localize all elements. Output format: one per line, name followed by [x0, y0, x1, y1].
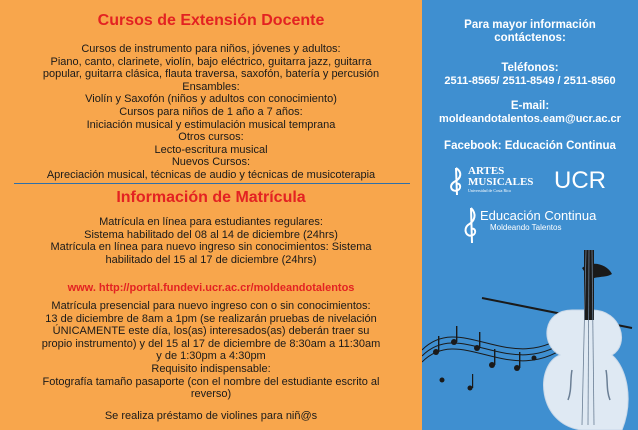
edu-title: Educación Continua — [480, 208, 597, 223]
courses-line: Apreciación musical, técnicas de audio y técnicas de musicoterapia — [46, 168, 376, 181]
enrollment-line: propio instrumento) y del 15 al 17 de diciembre de 8:30am a 11:30am — [41, 337, 381, 350]
musicales-label: MUSICALES — [468, 176, 534, 188]
enrollment-line: Matrícula en línea para estudiantes regulares: — [99, 216, 323, 228]
facebook-link[interactable]: Facebook: Educación Continua — [444, 140, 616, 152]
clef-icon — [462, 206, 480, 244]
phones-label: Teléfonos: — [501, 62, 559, 74]
artes-label: ARTES — [468, 165, 505, 177]
cello-illustration — [422, 250, 638, 430]
phone-numbers: 2511-8565/ 2511-8549 / 2511-8560 — [444, 75, 616, 87]
courses-line: popular, guitarra clásica, flauta traversa, saxofón, batería y percusión — [42, 68, 380, 81]
ucr-label: UCR — [554, 167, 606, 194]
enrollment-line: Matrícula en línea para nuevo ingreso sin conocimientos: Sistema — [50, 241, 372, 254]
courses-line: Piano, canto, clarinete, violín, bajo eléctrico, guitarra jazz, guitarra — [50, 55, 372, 68]
courses-line: Cursos para niños de 1 año a 7 años: — [119, 105, 303, 118]
enrollment-line: reverso) — [190, 388, 232, 401]
treble-clef-icon — [446, 166, 468, 196]
artes-musicales-logo — [446, 166, 546, 196]
email-label: E-mail: — [510, 100, 550, 112]
courses-line: Cursos de instrumento para niños, jóvenes y adultos: — [81, 43, 341, 55]
violin-loan-note: Se realiza préstamo de violines para niñ@s — [104, 410, 318, 422]
enrollment-line: habilitado del 15 al 17 de diciembre (24hrs) — [105, 253, 317, 266]
right-panel — [422, 0, 638, 430]
enrollment-line: y de 1:30pm a 4:30pm — [156, 350, 266, 363]
registration-link[interactable]: www. http://portal.fundevi.ucr.ac.cr/moldeandotalentos — [67, 282, 355, 294]
courses-line: Ensambles: — [182, 80, 240, 93]
enrollment-line: Fotografía tamaño pasaporte (con el nombre del estudiante escrito al — [42, 375, 380, 388]
edu-sub: Moldeando Talentos — [490, 223, 562, 232]
enrollment-line: 13 de diciembre de 8am a 1pm (se realizarán pruebas de nivelación — [45, 312, 377, 325]
artes-sub-label: Universidad de Costa Rica — [468, 188, 511, 193]
enrollment-line: Matrícula presencial para nuevo ingreso con o sin conocimientos: — [51, 300, 371, 312]
enrollment-line: ÚNICAMENTE este día, los(as) interesados(as) deberán traer su — [52, 325, 370, 338]
contact-heading: Para mayor información — [464, 19, 596, 31]
courses-line: Otros cursos: — [178, 131, 244, 144]
courses-line: Violín y Saxofón (niños y adultos con conocimiento) — [85, 93, 337, 106]
enrollment-title: Información de Matrícula — [116, 189, 306, 206]
courses-line: Nuevos Cursos: — [171, 156, 251, 169]
courses-line: Iniciación musical y estimulación musical temprana — [86, 118, 336, 131]
courses-title: Cursos de Extensión Docente — [97, 12, 325, 29]
contact-heading: contáctenos: — [494, 32, 566, 44]
ucr-logo — [550, 166, 610, 196]
email-address[interactable]: moldeandotalentos.eam@ucr.ac.cr — [439, 113, 621, 125]
section-divider — [14, 183, 410, 184]
courses-line: Lecto-escritura musical — [154, 143, 268, 156]
educacion-continua-logo — [462, 206, 622, 246]
enrollment-line: Requisito indispensable: — [151, 362, 271, 375]
enrollment-line: Sistema habilitado del 08 al 14 de diciembre (24hrs) — [84, 228, 338, 241]
